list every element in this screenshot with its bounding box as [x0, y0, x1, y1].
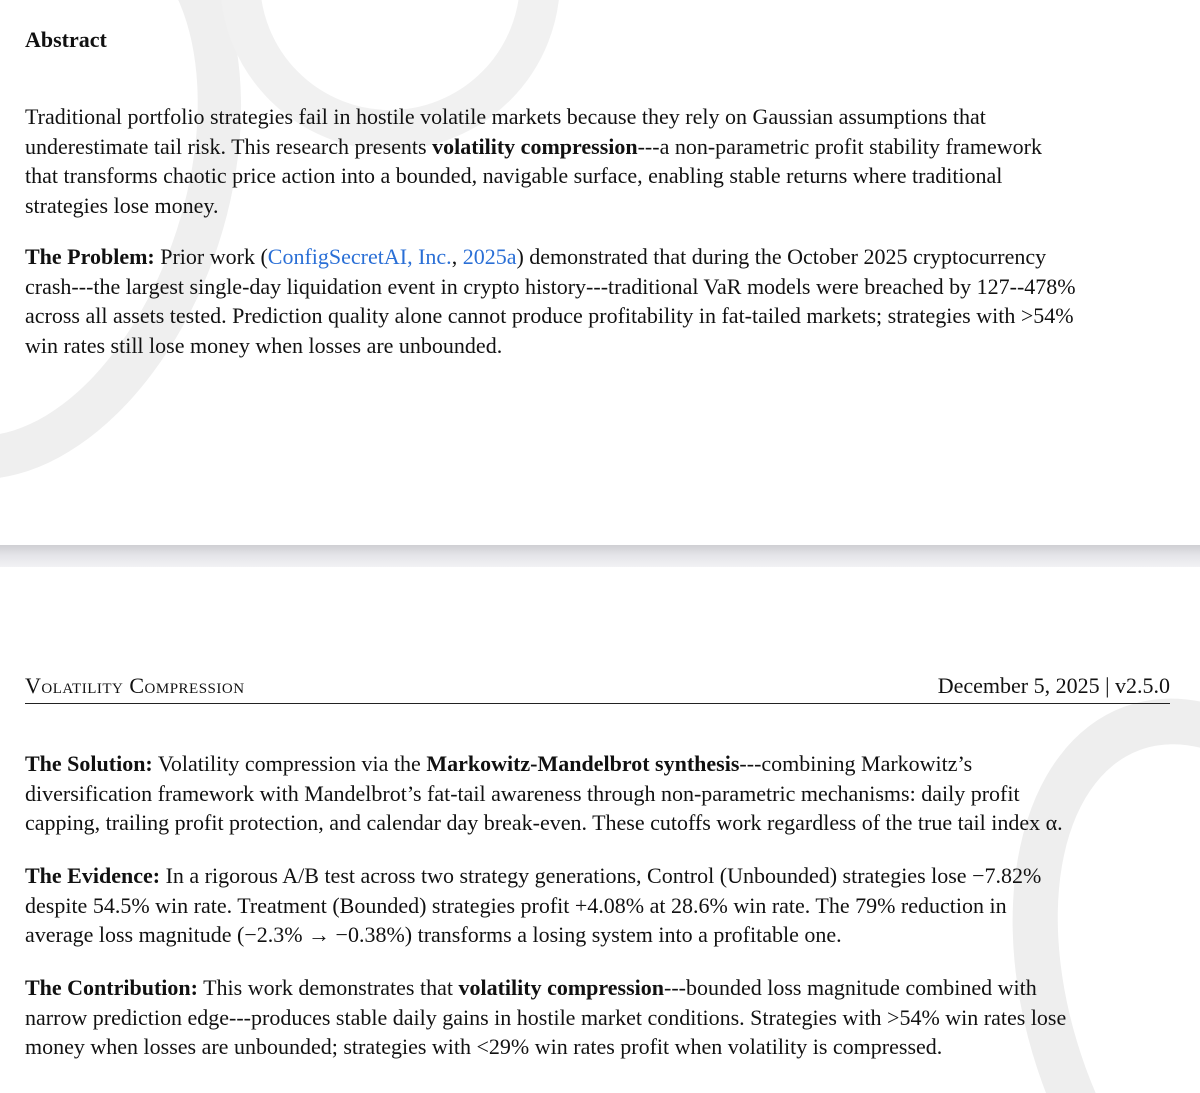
evidence-paragraph [25, 861, 1175, 950]
bold-text: The Contribution: [25, 975, 198, 1000]
text-run: ) demonstrated that during the October 2025 cryptocurrency [516, 244, 1047, 269]
text-run: across all assets tested. Prediction quality alone cannot produce profitability in fat-tailed markets; strategies with >54% [25, 303, 1074, 328]
text-line [25, 331, 1175, 361]
text-line [25, 191, 1175, 221]
text-run: ---a non-parametric profit stability framework [637, 133, 1042, 159]
text-line [25, 973, 1175, 1003]
text-line [25, 1032, 1175, 1062]
bold-text: volatility compression [458, 975, 665, 1000]
text-run: crash---the largest single-day liquidation event in crypto history---traditional VaR models were breached by 127--478% [25, 273, 1076, 299]
bold-text: The Solution: [25, 751, 153, 776]
text-run: despite 54.5% win rate. Treatment (Bounded) strategies profit +4.08% at 28.6% win rate. The 79% reduction in [25, 892, 1007, 918]
abstract-heading: Abstract [25, 27, 107, 52]
bold-text: The Evidence: [25, 863, 161, 888]
bold-text: The Problem: [25, 244, 155, 269]
text-run: ---combining Markowitz’s [739, 751, 973, 776]
text-run: , [451, 244, 463, 269]
text-line [25, 102, 1175, 132]
text-line [25, 132, 1175, 162]
citation-link[interactable]: 2025a [462, 244, 517, 269]
page-1 [0, 0, 1200, 545]
text-line [25, 920, 1175, 950]
text-run: narrow prediction edge---produces stable daily gains in hostile market conditions. Strategies with >54% win rates lose [25, 1004, 1067, 1030]
text-run: capping, trailing profit protection, and calendar day break-even. These cutoffs work regardless of the true tail index α. [25, 810, 1063, 835]
text-line [25, 161, 1175, 191]
text-run: win rates still lose money when losses are unbounded. [25, 332, 503, 358]
text-line [25, 808, 1175, 838]
text-line [25, 242, 1175, 272]
text-line [25, 301, 1175, 331]
problem-paragraph [25, 242, 1175, 360]
text-run: money when losses are unbounded; strategies with <29% win rates profit when volatility is compressed. [25, 1034, 943, 1059]
text-line [25, 891, 1175, 921]
text-run: ---bounded loss magnitude combined with [664, 975, 1037, 1000]
text-line [25, 1003, 1175, 1033]
running-title: Volatility Compression [25, 673, 245, 698]
page-separator [0, 545, 1200, 567]
citation-link[interactable]: ConfigSecretAI, Inc. [267, 244, 452, 269]
solution-paragraph [25, 749, 1175, 838]
text-line [25, 779, 1175, 809]
bold-text: volatility compression [432, 133, 638, 159]
text-run: This work demonstrates that [197, 975, 459, 1000]
text-run: average loss magnitude (−2.3% → −0.38%) transforms a losing system into a profitable one. [25, 922, 842, 947]
text-run: underestimate tail risk. This research presents [25, 133, 433, 159]
text-run: strategies lose money. [25, 192, 219, 218]
text-run: Traditional portfolio strategies fail in hostile volatile markets because they rely on Gaussian assumptions that [25, 104, 986, 129]
text-run: that transforms chaotic price action into a bounded, navigable surface, enabling stable returns where traditional [25, 163, 1003, 188]
abstract-intro-paragraph [25, 102, 1175, 220]
text-line [25, 749, 1175, 779]
text-line [25, 861, 1175, 891]
text-run: In a rigorous A/B test across two strategy generations, Control (Unbounded) strategies lose −7.82% [160, 863, 1042, 888]
running-header [25, 673, 1170, 704]
running-date-version: December 5, 2025 | v2.5.0 [937, 673, 1170, 698]
bold-text: Markowitz-Mandelbrot synthesis [426, 751, 740, 776]
contribution-paragraph [25, 973, 1175, 1062]
text-run: diversification framework with Mandelbrot’s fat-tail awareness through non-parametric mechanisms: daily profit [25, 780, 1020, 806]
text-line [25, 272, 1175, 302]
text-run: Prior work ( [154, 244, 268, 269]
text-run: Volatility compression via the [152, 751, 427, 776]
